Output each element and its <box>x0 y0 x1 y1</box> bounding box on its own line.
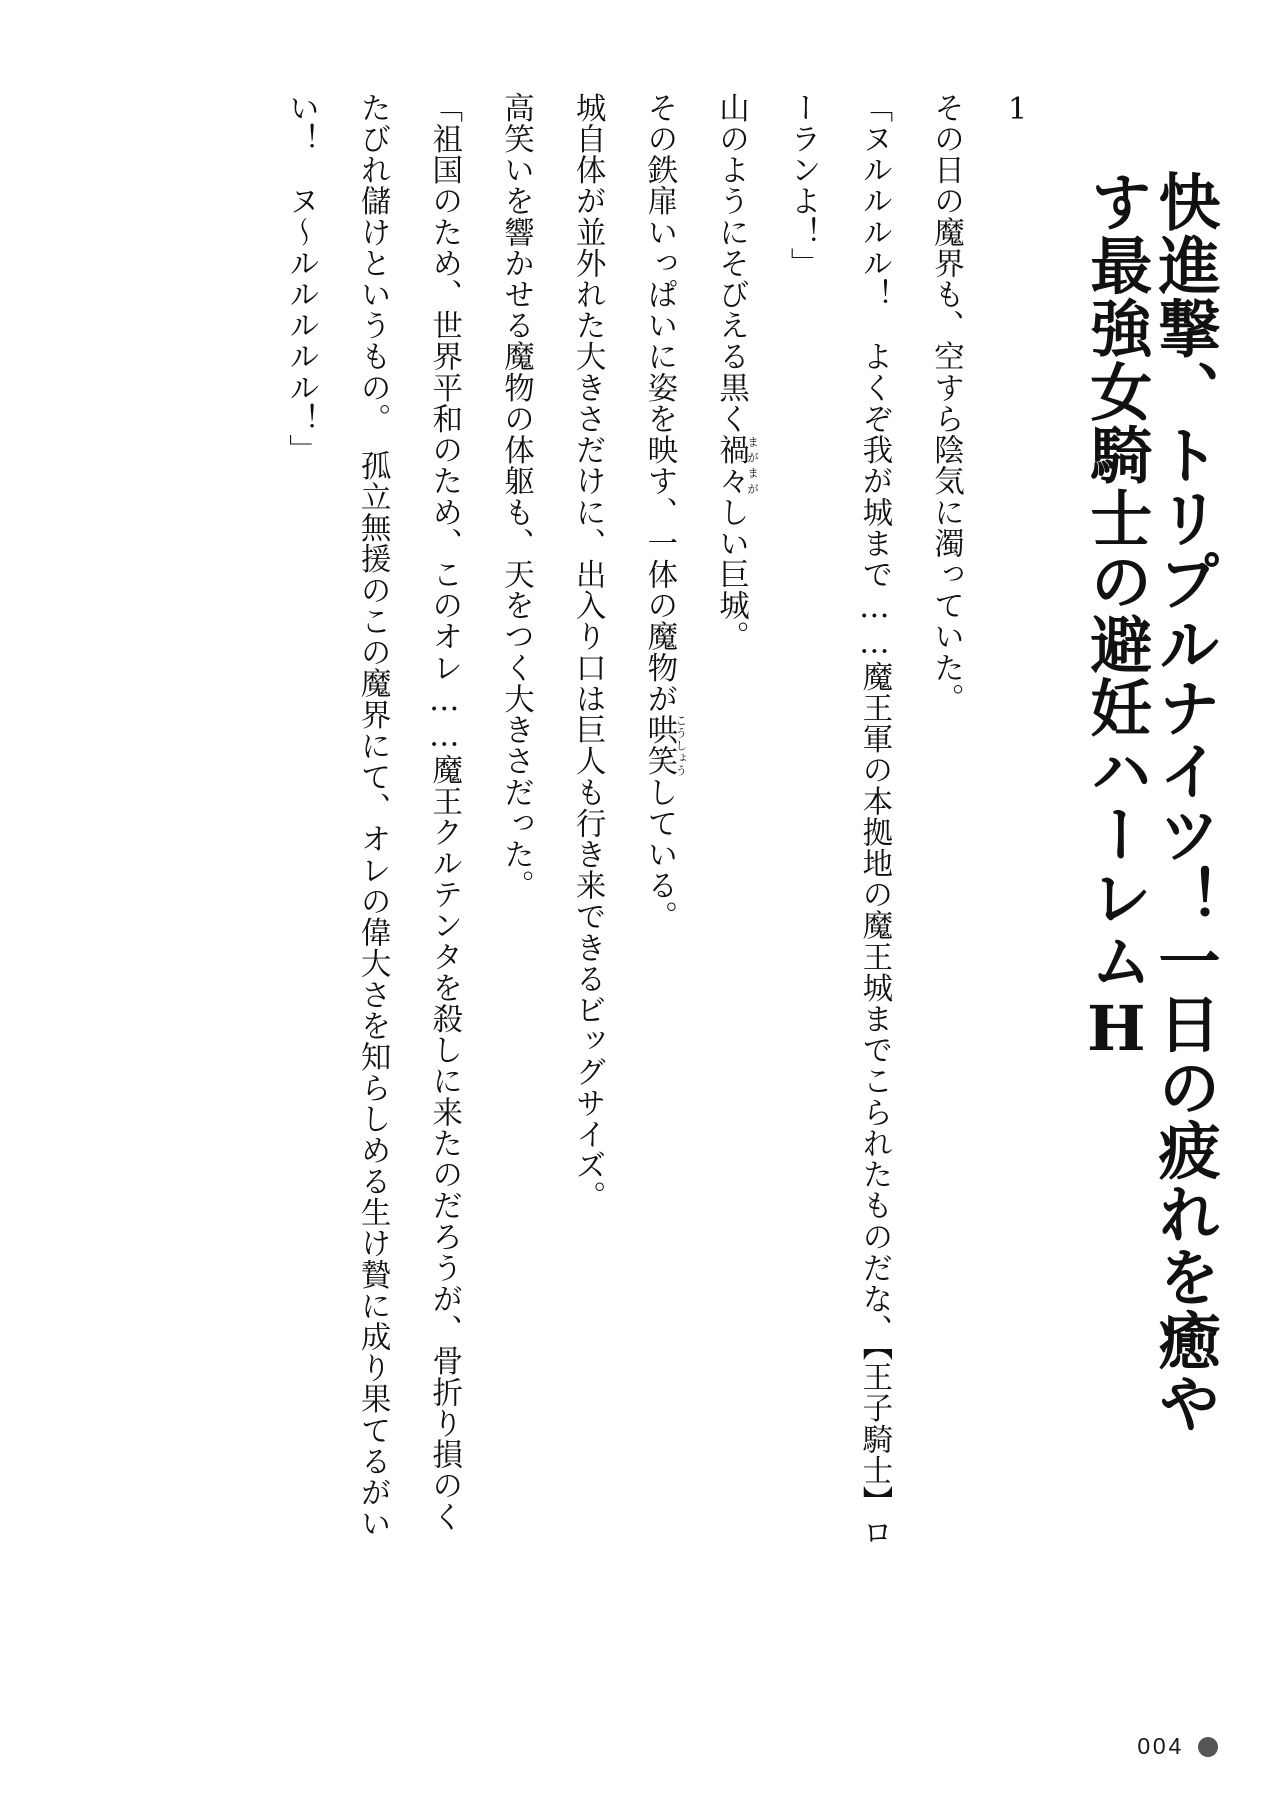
paragraph-7: 「祖国のため、世界平和のため、このオレ……魔王クルテンタを殺しに来たのだろうが、骨折り損のくたびれ儲けというもの。 孤立無援のこの魔界にて、オレの偉大さを知らしめる生け贄に成り果てるがいい！ ヌ～ルルルルル！」 <box>283 92 462 1539</box>
paragraph-5: 城自体が並外れた大きさだけに、出入り口は巨人も行き来できるビッグサイズ。 <box>570 92 606 1212</box>
paragraph-6: 高笑いを響かせる魔物の体躯も、天をつく大きさだった。 <box>498 92 534 901</box>
paragraph-3: 山のようにそびえる黒く禍々まがまがしい巨城。 <box>713 92 760 653</box>
paragraph-2: 「ヌルルルル！ よくぞ我が城まで……魔王軍の本拠地の魔王城までこられたものだな、【王子騎士】ローランよ！」 <box>785 92 892 1548</box>
paragraph-4: その鉄扉いっぱいに姿を映す、一体の魔物が哄笑こうしょうしている。 <box>641 92 689 932</box>
paragraph-1: その日の魔界も、空すら陰気に濁っていた。 <box>928 92 964 715</box>
folio <box>1137 1733 1218 1760</box>
folio-dot-icon <box>1198 1737 1218 1757</box>
body-text <box>172 92 1052 1562</box>
ruby-koushou: 哄笑こうしょう <box>641 714 689 777</box>
section-number: 1 <box>1000 92 1035 128</box>
page-title: 快進撃、トリプルナイツ！一日の疲れを癒やす最強女騎士の避妊ハーレムH <box>1079 170 1221 1435</box>
ruby-magamaga: 禍々まがまが <box>713 434 760 497</box>
folio-number: 004 <box>1137 1733 1184 1759</box>
